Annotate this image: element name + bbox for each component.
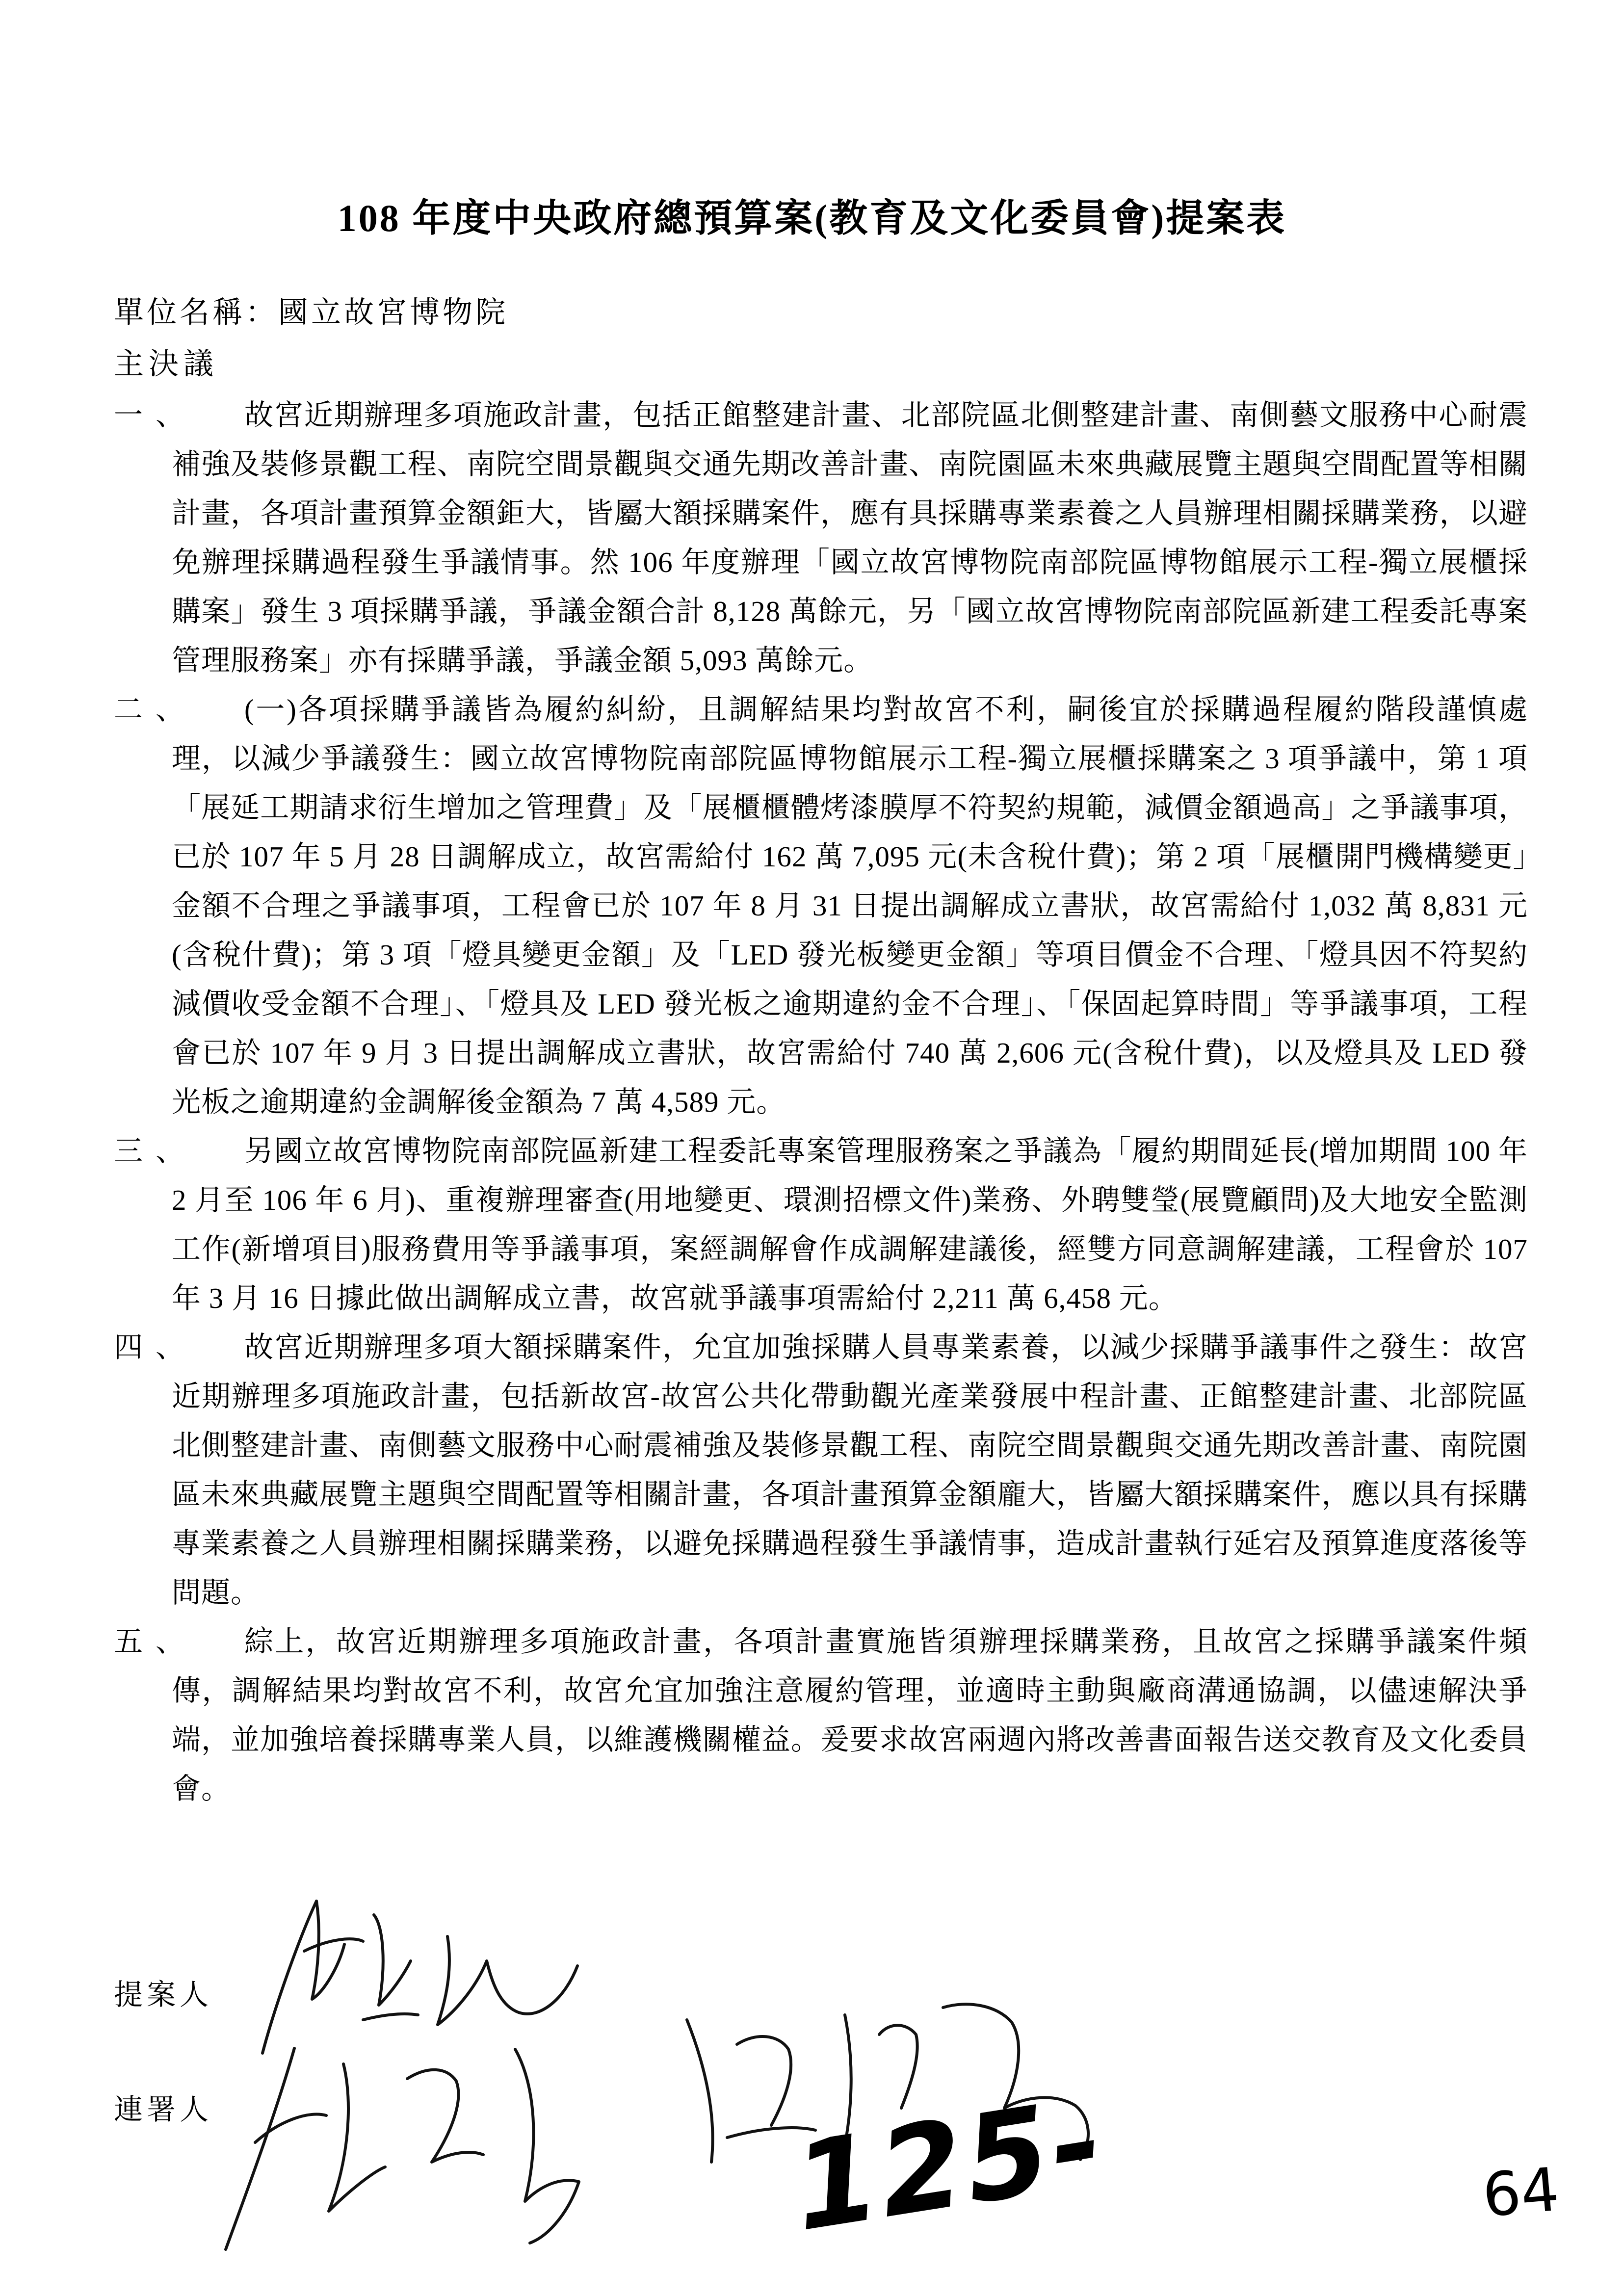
resolution-item-text: 綜上，故宮近期辦理多項施政計畫，各項計畫實施皆須辦理採購業務，且故宮之採購爭議案件頻傳，調解結果均對故宮不利，故宮允宜加強注意履約管理，並適時主動與廠商溝通協調，以儘速解決爭端，並加強培養採購專業人員，以維護機關權益。爰要求故宮兩週內將改善書面報告送交教育及文化委員會。 [172,1625,1528,1805]
resolution-item-number: 二、 [114,693,198,726]
resolution-heading: 主決議 [114,348,219,381]
resolution-item-number: 一、 [114,399,198,431]
resolution-item-number: 四、 [114,1331,198,1363]
resolution-item-number: 三、 [114,1135,198,1167]
resolution-sections [114,391,1528,1813]
resolution-item-number: 五、 [114,1625,198,1658]
cosigner-label: 連署人 [114,2093,213,2126]
proposer-label: 提案人 [114,1979,213,2011]
unit-name-line: 單位名稱：國立故宮博物院 [114,296,509,329]
page-number: 64 [1480,2154,1562,2231]
resolution-item-text: 故宮近期辦理多項大額採購案件，允宜加強採購人員專業素養，以減少採購爭議事件之發生：故宮近期辦理多項施政計畫，包括新故宮-故宮公共化帶動觀光產業發展中程計畫、正館整建計畫、北部院區北側整建計畫、南側藝文服務中心耐震補強及裝修景觀工程、南院空間景觀與交通先期改善計畫、南院園區未來典藏展覽主題與空間配置等相關計畫，各項計畫預算金額龐大，皆屬大額採購案件，應以具有採購專業素養之人員辦理相關採購業務，以避免採購過程發生爭議情事，造成計畫執行延宕及預算進度落後等問題。 [172,1331,1528,1609]
resolution-item-text: 另國立故宮博物院南部院區新建工程委託專案管理服務案之爭議為「履約期間延長(增加期間 100 年 2 月至 106 年 6 月)、重複辦理審查(用地變更、環測招標文件)業務、外聘雙瑩(展覽顧問)及大地安全監測工作(新增項目)服務費用等爭議事項，案經調解會作成調解建議後，經雙方同意調解建議，工程會於 107 年 3 月 16 日據此做出調解成立書，故宮就爭議事項需給付 2,211 萬 6,458 元。 [172,1135,1528,1314]
page-title: 108 年度中央政府總預算案(教育及文化委員會)提案表 [337,197,1287,239]
resolution-item [114,685,1528,1126]
resolution-item-text: 故宮近期辦理多項施政計畫，包括正館整建計畫、北部院區北側整建計畫、南側藝文服務中心耐震補強及裝修景觀工程、南院空間景觀與交通先期改善計畫、南院園區未來典藏展覽主題與空間配置等相關計畫，各項計畫預算金額鉅大，皆屬大額採購案件，應有具採購專業素養之人員辦理相關採購業務，以避免辦理採購過程發生爭議情事。然 106 年度辦理「國立故宮博物院南部院區博物館展示工程-獨立展櫃採購案」發生 3 項採購爭議，爭議金額合計 8,128 萬餘元，另「國立故宮博物院南部院區新建工程委託專案管理服務案」亦有採購爭議，爭議金額 5,093 萬餘元。 [172,399,1528,677]
resolution-item-text: (一)各項採購爭議皆為履約糾紛，且調解結果均對故宮不利，嗣後宜於採購過程履約階段謹慎處理，以減少爭議發生：國立故宮博物院南部院區博物館展示工程-獨立展櫃採購案之 3 項爭議中，第 1 項「展延工期請求衍生增加之管理費」及「展櫃櫃體烤漆膜厚不符契約規範，減價金額過高」之爭議事項，已於 107 年 5 月 28 日調解成立，故宮需給付 162 萬 7,095 元(未含稅什費)；第 2 項「展櫃開門機構變更」金額不合理之爭議事項，工程會已於 107 年 8 月 31 日提出調解成立書狀，故宮需給付 1,032 萬 8,831 元(含稅什費)；第 3 項「燈具變更金額」及「LED 發光板變更金額」等項目價金不合理、「燈具因不符契約減價收受金額不合理」、「燈具及 LED 發光板之逾期違約金不合理」、「保固起算時間」等爭議事項，工程會已於 107 年 9 月 3 日提出調解成立書狀，故宮需給付 740 萬 2,606 元(含稅什費)，以及燈具及 LED 發光板之逾期違約金調解後金額為 7 萬 4,589 元。 [172,693,1528,1118]
resolution-item [114,1323,1528,1617]
cosigner-signature-1 [196,2019,662,2254]
resolution-item [114,1126,1528,1323]
resolution-item [114,391,1528,685]
handwritten-page-note: 125- [790,2069,1107,2261]
resolution-item [114,1617,1528,1813]
